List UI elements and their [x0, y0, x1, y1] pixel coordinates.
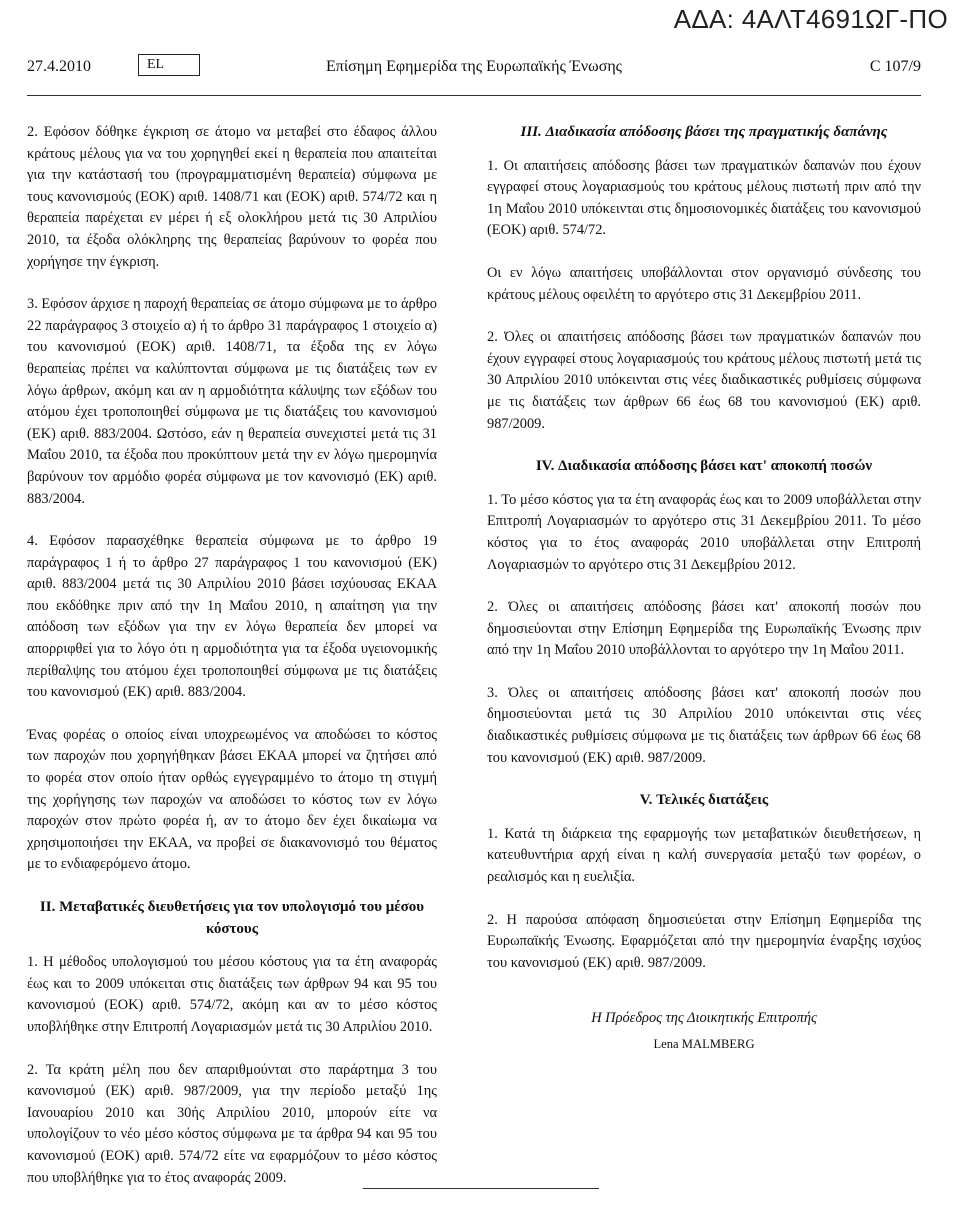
paragraph: 1. Κατά τη διάρκεια της εφαρμογής των μεταβατικών διευθετήσεων, η κατευθυντήρια αρχή είναι η καλή συνεργασία μεταξύ των φορέων, ο ρεαλισμός και η ευελιξία. [487, 825, 921, 886]
footer-rule [363, 1188, 599, 1189]
paragraph: 1. Η μέθοδος υπολογισμού του μέσου κόστους για τα έτη αναφοράς έως και το 2009 υπόκειται στις διατάξεις των άρθρων 94 και 95 του κανονισμού (ΕΟΚ) αριθ. 574/72, ακόμη και αν το μέσο κόστος υποβλήθηκε στην Επιτροπή Λογαριασμών μετά τις 30 Απριλίου 2010. [27, 954, 437, 1035]
section-heading: IV. Διαδικασία απόδοσης βάσει κατ' αποκοπή ποσών [535, 458, 873, 475]
section-heading: II. Μεταβατικές διευθετήσεις για τον υπολογισμό του μέσου κόστους [39, 899, 425, 937]
paragraph: 2. Όλες οι απαιτήσεις απόδοσης βάσει κατ' αποκοπή ποσών που δημοσιεύονται στην Επίσημη Εφημερίδα της Ευρωπαϊκής Ένωσης πριν από την 1η Μαΐου 2010 υποβάλλονται το αργότερο την 1η Μαΐου 2011. [487, 599, 921, 659]
issue-date: 27.4.2010 [27, 58, 91, 75]
paragraph: 2. Η παρούσα απόφαση δημοσιεύεται στην Επίσημη Εφημερίδα της Ευρωπαϊκής Ένωσης. Εφαρμόζεται από την ημερομηνία έναρξης ισχύος του κανονισμού (ΕΚ) αριθ. 987/2009. [487, 911, 921, 971]
section-heading: V. Τελικές διατάξεις [639, 792, 769, 809]
right-column [487, 122, 921, 1056]
journal-header [27, 58, 921, 80]
ada-identifier: ΑΔΑ: 4ΑΛΤ4691ΩΓ-ΠΟ [673, 4, 948, 34]
section-heading: III. Διαδικασία απόδοσης βάσει της πραγματικής δαπάνης [520, 124, 888, 140]
left-column [27, 122, 437, 1210]
signature-block [487, 1008, 921, 1055]
header-divider [27, 95, 921, 96]
signatory-name: Lena MALMBERG [653, 1037, 755, 1051]
paragraph: 2. Εφόσον δόθηκε έγκριση σε άτομο να μεταβεί στο έδαφος άλλου κράτους μέλους για να του χορηγηθεί εκεί η θεραπεία που απαιτείται για την κατάστασή του (προγραμματισμένη θεραπεία) σύμφωνα με τους κανονισμούς (ΕΟΚ) αριθ. 1408/71 και (ΕΟΚ) αριθ. 574/72 και η θεραπεία παρέχεται εν μέρει ή εξ ολοκλήρου μετά τις 30 Απριλίου 2010, τα έξοδα ολόκληρης της θεραπείας βαρύνουν το φορέα που χορήγησε την έγκριση. [27, 124, 437, 270]
page-reference: C 107/9 [869, 58, 921, 75]
paragraph: 3. Όλες οι απαιτήσεις απόδοσης βάσει κατ' αποκοπή ποσών που δημοσιεύονται μετά τις 30 Απριλίου 2010 υπόκεινται στις νέες διαδικαστικές ρυθμίσεις σύμφωνα με τις διατάξεις των άρθρων 66 έως 68 του κανονισμού (ΕΚ) αριθ. 987/2009. [487, 684, 921, 766]
paragraph: 1. Οι απαιτήσεις απόδοσης βάσει των πραγματικών δαπανών που έχουν εγγραφεί στους λογαριασμούς του κράτους μέλους πιστωτή πριν από την 1η Μαΐου 2010 υπόκεινται στις δημοσιονομικές διατάξεις του κανονισμού (ΕΟΚ) αριθ. 574/72. [487, 157, 921, 239]
signatory-role: Η Πρόεδρος της Διοικητικής Επιτροπής [591, 1010, 817, 1027]
paragraph: 4. Εφόσον παρασχέθηκε θεραπεία σύμφωνα με το άρθρο 19 παράγραφος 1 ή το άρθρο 27 παράγραφος 1 του κανονισμού (ΕΚ) αριθ. 883/2004 μετά τις 30 Απριλίου 2010 βάσει ισχύουσας ΕΚΑΑ που εκδόθηκε πριν από την 1η Μαΐου 2010, η απαίτηση για την απόδοση των εξόδων για την εν λόγω θεραπεία δεν μπορεί να απορριφθεί για το λόγο ότι η αρμοδιότητα για τα έξοδα υγειονομικής περίθαλψης του ατόμου έχει τροποποιηθεί σύμφωνα με τις διατάξεις του κανονισμού (ΕΚ) αριθ. 883/2004. [27, 533, 437, 701]
journal-title: Επίσημη Εφημερίδα της Ευρωπαϊκής Ένωσης [325, 58, 623, 75]
paragraph: 1. Το μέσο κόστος για τα έτη αναφοράς έως και το 2009 υποβάλλεται στην Επιτροπή Λογαριασμών το αργότερο στις 31 Δεκεμβρίου 2011. Το μέσο κόστος για το έτος αναφοράς 2010 υποβάλλεται στην Επιτροπή Λογαριασμών το αργότερο στις 31 Δεκεμβρίου 2012. [487, 491, 921, 573]
paragraph: Οι εν λόγω απαιτήσεις υποβάλλονται στον οργανισμό σύνδεσης του κράτους μέλους οφειλέτη το αργότερο στις 31 Δεκεμβρίου 2011. [487, 264, 921, 303]
paragraph: 3. Εφόσον άρχισε η παροχή θεραπείας σε άτομο σύμφωνα με το άρθρο 22 παράγραφος 3 στοιχείο α) ή το άρθρο 31 παράγραφος 1 στοιχείο α) του κανονισμού (ΕΟΚ) αριθ. 1408/71, τα έξοδα της εν λόγω θεραπείας πρέπει να καλύπτονται σύμφωνα με τις διατάξεις των εν λόγω άρθρων, ακόμη και αν η αρμοδιότητα κάλυψης των εξόδων του ατόμου έχει τροποποιηθεί σύμφωνα με τις διατάξεις του κανονισμού (ΕΚ) αριθ. 883/2004. Ωστόσο, εάν η θεραπεία συνεχιστεί μετά τις 31 Μαΐου 2010, τα έξοδα που προκύπτουν μετά την εν λόγω ημερομηνία βαρύνουν τον αρμόδιο φορέα σύμφωνα με τον κανονισμό (ΕΚ) αριθ. 883/2004. [27, 296, 437, 507]
paragraph: 2. Τα κράτη μέλη που δεν απαριθμούνται στο παράρτημα 3 του κανονισμού (ΕΚ) αριθ. 987/2009, για την περίοδο μεταξύ 1ης Ιανουαρίου 2010 και 30ής Απριλίου 2010, μπορούν είτε να υπολογίζουν το νέο μέσο κόστος σύμφωνα με τα άρθρα 94 και 95 του κανονισμού (ΕΟΚ) αριθ. 574/72 είτε να εφαρμόζουν το μέσο κόστος που υποβλήθηκε για το έτος αναφοράς 2009. [27, 1061, 437, 1186]
language-badge: EL [138, 54, 200, 76]
paragraph: 2. Όλες οι απαιτήσεις απόδοσης βάσει των πραγματικών δαπανών που έχουν εγγραφεί στους λογαριασμούς του κράτους μέλους πιστωτή μετά τις 30 Απριλίου 2010 υπόκεινται στις νέες διαδικαστικές ρυθμίσεις σύμφωνα με τις διατάξεις των άρθρων 66 έως 68 του κανονισμού (ΕΚ) αριθ. 987/2009. [487, 329, 921, 432]
paragraph: Ένας φορέας ο οποίος είναι υποχρεωμένος να αποδώσει το κόστος των παροχών που χορηγήθηκαν βάσει ΕΚΑΑ μπορεί να ζητήσει από το φορέα στον οποίο ήταν ορθώς εγγεγραμμένο το άτομο τη στιγμή της χορήγησης των παροχών να αποδώσει το κόστος των εν λόγω παροχών στον πρώτο φορέα ή, αν το άτομο δεν έχει δικαίωμα να χρησιμοποιήσει την ΕΚΑΑ, να προβεί σε διακανονισμό του θέματος με το ενδιαφερόμενο άτομο. [27, 726, 437, 873]
